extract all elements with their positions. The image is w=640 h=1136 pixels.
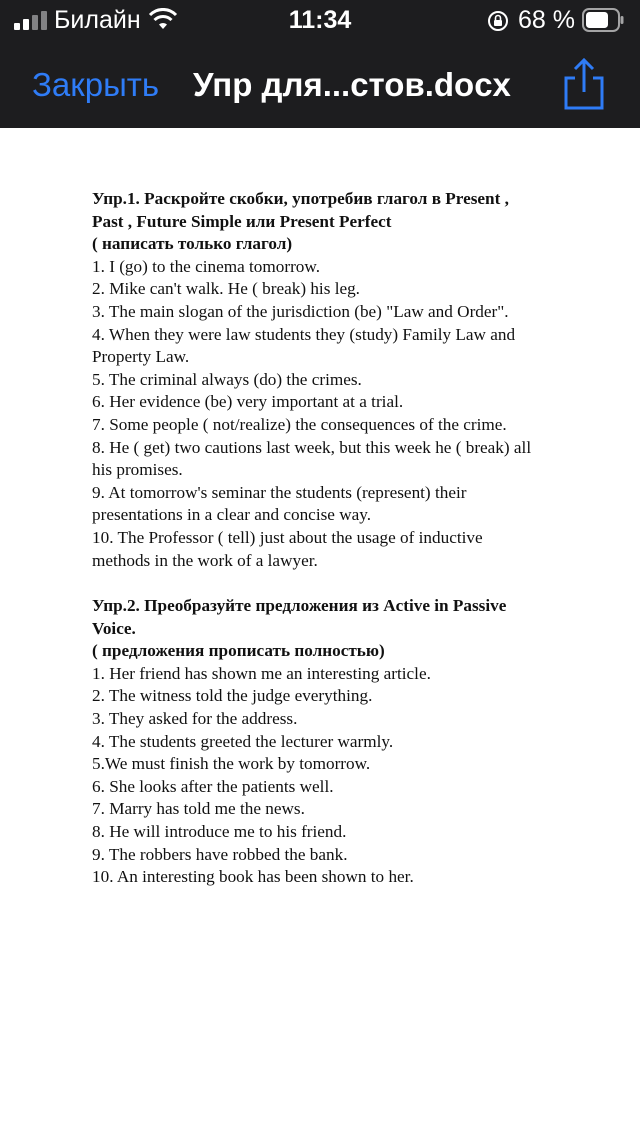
exercise-line: 10. The Professor ( tell) just about the usage of inductive — [92, 527, 483, 547]
exercise-line: methods in the work of a lawyer. — [92, 550, 318, 570]
top-bar — [0, 0, 640, 128]
exercise-line: 6. Her evidence (be) very important at a trial. — [92, 392, 404, 412]
navigation-bar — [0, 44, 640, 128]
exercise-line: 9. The robbers have robbed the bank. — [92, 844, 348, 864]
share-button[interactable] — [560, 58, 608, 110]
exercise-line: 1. Her friend has shown me an interesting article. — [92, 663, 431, 683]
document-title: Упр для...стов.docx — [193, 66, 511, 103]
exercise-heading: Past , Future Simple или Present Perfect — [92, 211, 392, 231]
clock: 11:34 — [288, 6, 352, 34]
exercise-line: 7. Some people ( not/realize) the consequences of the crime. — [92, 414, 507, 434]
exercise-line: 10. An interesting book has been shown to her. — [92, 867, 414, 887]
exercise-line: 5. The criminal always (do) the crimes. — [92, 369, 362, 389]
status-bar — [0, 0, 640, 40]
exercise-line: 8. He will introduce me to his friend. — [92, 822, 347, 842]
exercise-1 — [92, 188, 602, 572]
exercise-line: 6. She looks after the patients well. — [92, 776, 334, 796]
battery-percent: 68 % — [518, 6, 575, 34]
exercise-heading: Voice. — [92, 618, 136, 638]
orientation-lock-icon — [487, 10, 509, 32]
exercise-line: 9. At tomorrow's seminar the students (represent) their — [92, 482, 467, 502]
exercise-line: 1. I (go) to the cinema tomorrow. — [92, 256, 320, 276]
exercise-line: 2. Mike can't walk. He ( break) his leg. — [92, 279, 360, 299]
exercise-line: 8. He ( get) two cautions last week, but this week he ( break) all — [92, 437, 532, 457]
close-button[interactable]: Закрыть — [32, 66, 160, 103]
exercise-line: 3. They asked for the address. — [92, 709, 298, 729]
exercise-line: 4. When they were law students they (study) Family Law and — [92, 324, 516, 344]
exercise-line: 2. The witness told the judge everything. — [92, 686, 373, 706]
exercise-heading: Упр.2. Преобразуйте предложения из Active in Passive — [92, 596, 507, 616]
exercise-heading: Упр.1. Раскройте скобки, употребив глагол в Present , — [92, 189, 509, 208]
exercise-line: Property Law. — [92, 347, 190, 367]
document-content — [92, 188, 602, 889]
exercise-line: his promises. — [92, 460, 183, 480]
share-icon — [560, 58, 608, 110]
exercise-instruction: ( написать только глагол) — [92, 234, 293, 254]
exercise-line: presentations in a clear and concise way. — [92, 505, 372, 525]
exercise-line: 5.We must finish the work by tomorrow. — [92, 754, 371, 774]
exercise-line: 4. The students greeted the lecturer warmly. — [92, 731, 394, 751]
exercise-line: 7. Marry has told me the news. — [92, 799, 305, 819]
exercise-2 — [92, 595, 602, 889]
battery-icon — [582, 8, 624, 32]
exercise-line: 3. The main slogan of the jurisdiction (be) "Law and Order". — [92, 301, 509, 321]
exercise-instruction: ( предложения прописать полностью) — [92, 641, 385, 661]
paragraph-spacer — [92, 572, 602, 595]
carrier-name: Билайн — [54, 6, 141, 34]
